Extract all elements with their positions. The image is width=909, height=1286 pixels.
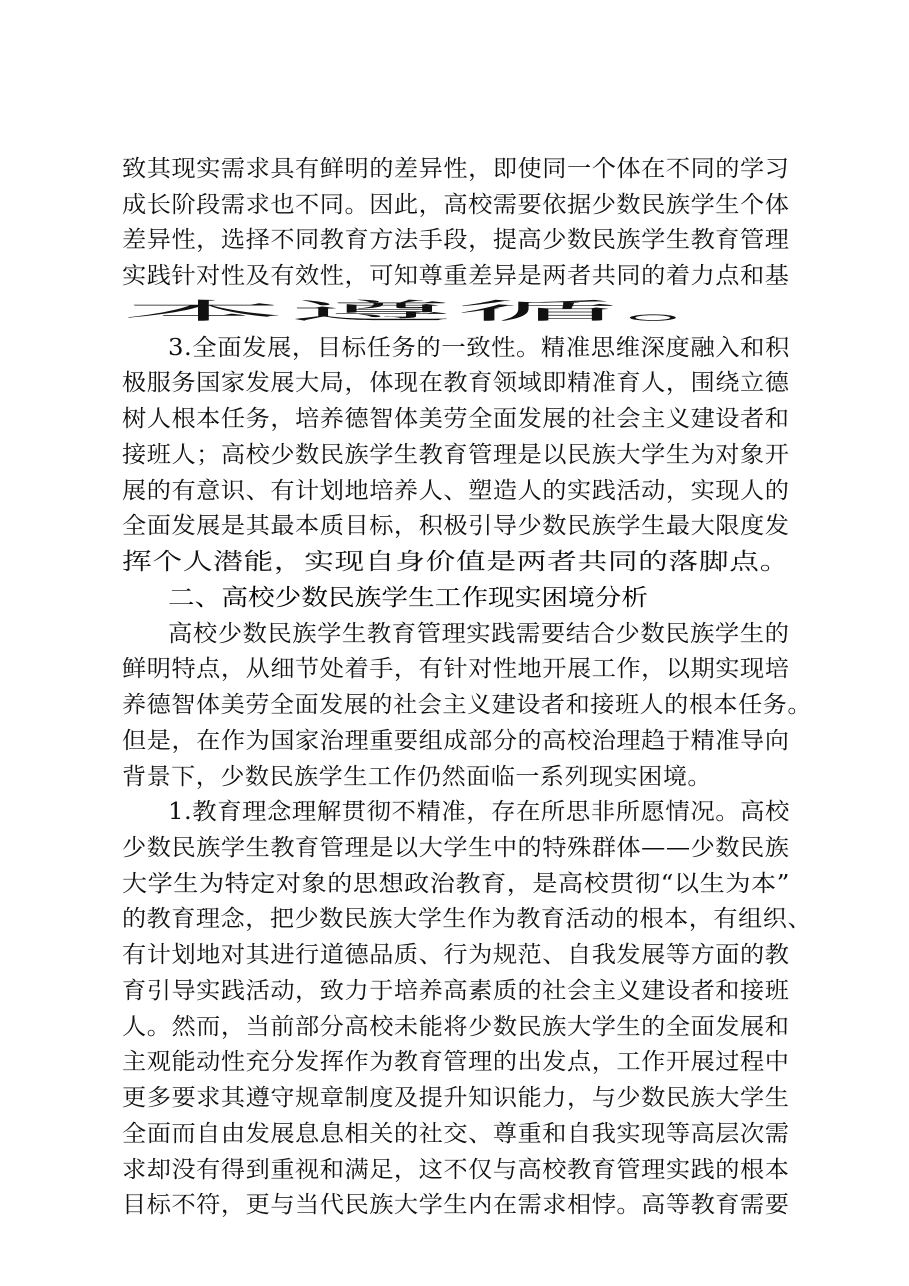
text-line: 背景下，少数民族学生工作仍然面临一系列现实困境。 (122, 764, 712, 790)
text-line: 本遵循。 (122, 299, 790, 325)
text-line: 展的有意识、有计划地培养人、塑造人的实践活动，实现人的 (122, 478, 790, 504)
text-line: 树人根本任务，培养德智体美劳全面发展的社会主义建设者和 (122, 406, 790, 432)
text-line: 全面发展是其最本质目标，积极引导少数民族学生最大限度发 (122, 513, 790, 539)
paragraph-start-line: 1.教育理念理解贯彻不精准，存在所思非所愿情况。高校 (168, 799, 790, 825)
text-line: 少数民族学生教育管理是以大学生中的特殊群体——少数民族 (122, 835, 790, 861)
text-line: 主观能动性充分发挥作为教育管理的出发点，工作开展过程中 (122, 1049, 790, 1075)
text-line: 但是，在作为国家治理重要组成部分的高校治理趋于精准导向 (122, 728, 790, 754)
paragraph-start-line: 高校少数民族学生教育管理实践需要结合少数民族学生的 (168, 621, 790, 647)
text-line: 成长阶段需求也不同。因此，高校需要依据少数民族学生个体 (122, 192, 790, 218)
text-line: 目标不符，更与当代民族大学生内在需求相悖。高等教育需要 (122, 1192, 790, 1218)
text-line: 的教育理念，把少数民族大学生作为教育活动的根本，有组织、 (122, 906, 812, 932)
text-line: 养德智体美劳全面发展的社会主义建设者和接班人的根本任务。 (122, 692, 812, 718)
text-line: 实践针对性及有效性，可知尊重差异是两者共同的着力点和基 (122, 263, 790, 289)
text-line: 全面而自由发展息息相关的社交、尊重和自我实现等高层次需 (122, 1121, 790, 1147)
text-line: 更多要求其遵守规章制度及提升知识能力，与少数民族大学生 (122, 1085, 790, 1111)
text-line: 差异性，选择不同教育方法手段，提高少数民族学生教育管理 (122, 227, 790, 253)
text-line: 挥个人潜能，实现自身价值是两者共同的落脚点。 (122, 549, 790, 575)
text-line: 极服务国家发展大局，体现在教育领域即精准育人，围绕立德 (122, 370, 790, 396)
section-heading: 二、高校少数民族学生工作现实困境分析 (168, 585, 648, 611)
text-line: 鲜明特点，从细节处着手，有针对性地开展工作，以期实现培 (122, 656, 790, 682)
text-line: 大学生为特定对象的思想政治教育，是高校贯彻“以生为本” (122, 871, 791, 897)
text-line: 求却没有得到重视和满足，这不仅与高校教育管理实践的根本 (122, 1157, 790, 1183)
text-line: 人。然而，当前部分高校未能将少数民族大学生的全面发展和 (122, 1014, 790, 1040)
text-line: 致其现实需求具有鲜明的差异性，即使同一个体在不同的学习 (122, 156, 790, 182)
text-line: 育引导实践活动，致力于培养高素质的社会主义建设者和接班 (122, 978, 790, 1004)
paragraph-start-line: 3.全面发展，目标任务的一致性。精准思维深度融入和积 (168, 335, 790, 361)
text-line: 有计划地对其进行道德品质、行为规范、自我发展等方面的教 (122, 942, 790, 968)
text-line: 接班人；高校少数民族学生教育管理是以民族大学生为对象开 (122, 442, 790, 468)
